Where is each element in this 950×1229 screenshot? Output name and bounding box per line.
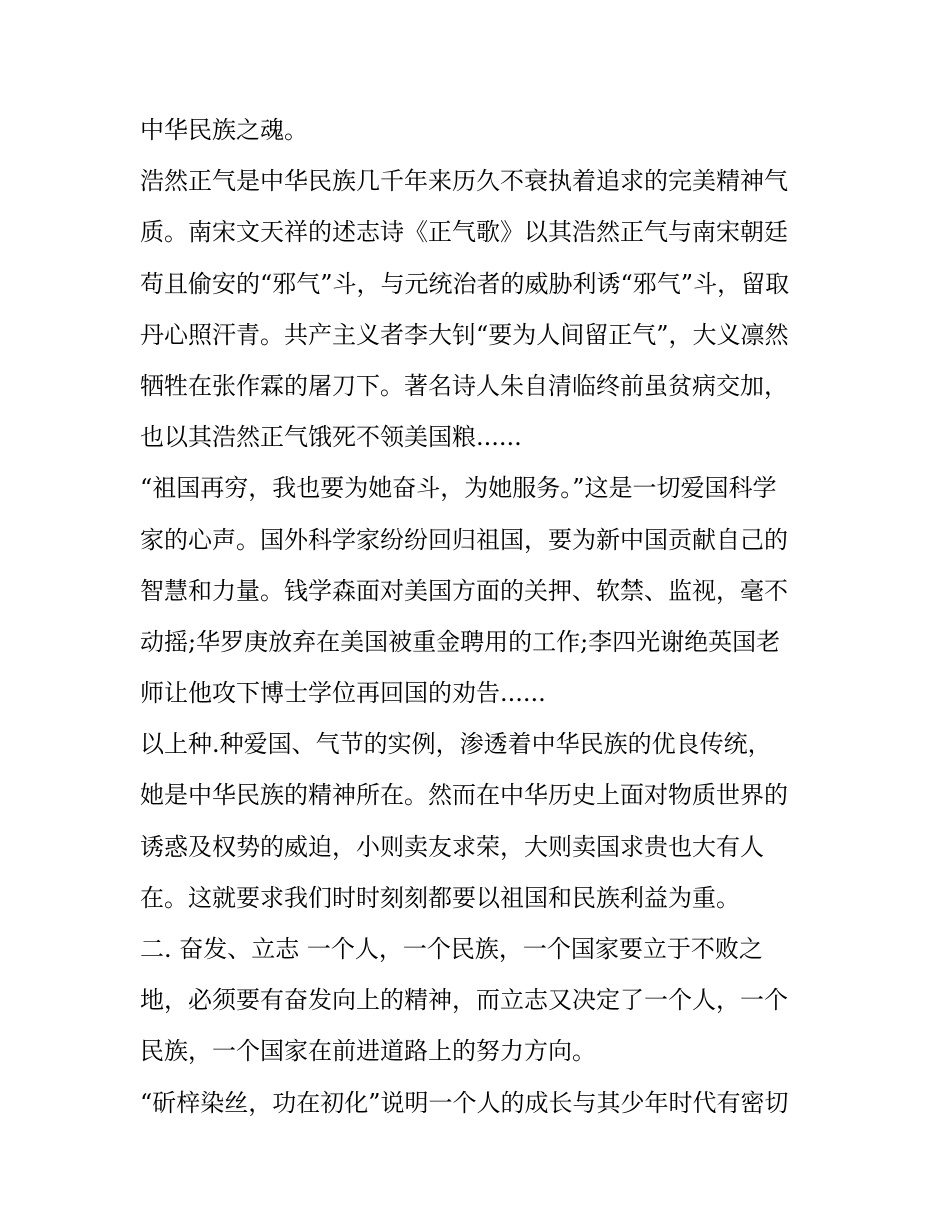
document-page: [140, 105, 812, 1129]
text-line: 苟且偷安的“邪气”斗，与元统治者的威胁利诱“邪气”斗，留取: [140, 269, 790, 298]
text-line: 家的心声。国外科学家纷纷回归祖国，要为新中国贡献自己的: [140, 525, 788, 554]
text-line: 质。南宋文天祥的述志诗《正气歌》以其浩然正气与南宋朝廷: [140, 218, 788, 247]
text-line: 在。这就要求我们时时刻刻都要以祖国和民族利益为重。: [140, 883, 740, 912]
text-line: 丹心照汗青。共产主义者李大钊“要为人间留正气”，大义凛然: [140, 320, 789, 349]
text-line: 她是中华民族的精神所在。然而在中华历史上面对物质世界的: [140, 781, 788, 810]
text-line: 智慧和力量。钱学森面对美国方面的关押、软禁、监视，毫不: [140, 576, 788, 605]
text-line: 牺牲在张作霖的屠刀下。著名诗人朱自清临终前虽贫病交加，: [140, 371, 788, 400]
text-line: “祖国再穷，我也要为她奋斗，为她服务。”这是一切爱国科学: [140, 474, 777, 503]
text-line: 中华民族之魂。: [140, 116, 308, 144]
text-line: 动摇;华罗庚放弃在美国被重金聘用的工作;李四光谢绝英国老: [140, 627, 781, 656]
text-line: “斫梓染丝，功在初化”说明一个人的成长与其少年时代有密切: [140, 1088, 789, 1117]
text-line: 师让他攻下博士学位再回国的劝告......: [140, 679, 546, 708]
text-line: 诱惑及权势的威迫，小则卖友求荣，大则卖国求贵也大有人: [140, 832, 764, 861]
text-line: 二. 奋发、立志 一个人，一个民族，一个国家要立于不败之: [140, 935, 763, 963]
text-line: 浩然正气是中华民族几千年来历久不衰执着追求的完美精神气: [140, 167, 788, 196]
text-line: 以上种.种爱国、气节的实例，渗透着中华民族的优良传统，: [140, 730, 772, 759]
text-line: 地，必须要有奋发向上的精神，而立志又决定了一个人，一个: [140, 986, 788, 1015]
text-line: 民族，一个国家在前进道路上的努力方向。: [140, 1037, 596, 1066]
text-line: 也以其浩然正气饿死不领美国粮......: [140, 423, 522, 452]
